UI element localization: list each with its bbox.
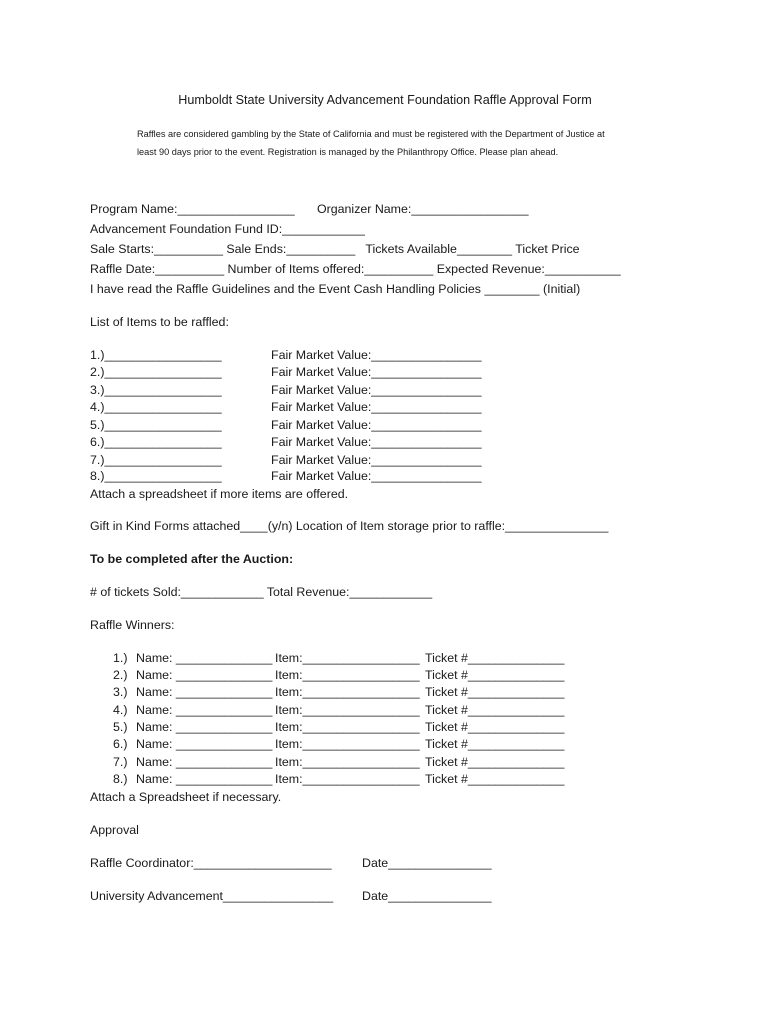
winner-name-field[interactable]: Name: ______________ xyxy=(136,703,273,717)
program-name-field[interactable]: Program Name:_________________ xyxy=(90,202,295,216)
winner-ticket-field[interactable]: Ticket #______________ xyxy=(425,755,565,769)
winner-number: 1.) xyxy=(113,651,128,665)
approval-heading: Approval xyxy=(90,823,139,837)
winner-name-field[interactable]: Name: ______________ xyxy=(136,668,273,682)
winner-number: 5.) xyxy=(113,720,128,734)
winner-number: 3.) xyxy=(113,685,128,699)
fair-market-value-field[interactable]: Fair Market Value:________________ xyxy=(271,469,482,483)
winner-item-field[interactable]: Item:_________________ xyxy=(275,737,420,751)
item-field[interactable]: 5.)_________________ xyxy=(90,418,222,432)
fair-market-value-field[interactable]: Fair Market Value:________________ xyxy=(271,365,482,379)
winners-attach-note: Attach a Spreadsheet if necessary. xyxy=(90,790,282,804)
winner-ticket-field[interactable]: Ticket #______________ xyxy=(425,685,565,699)
winner-item-field[interactable]: Item:_________________ xyxy=(275,651,420,665)
advancement-date-field[interactable]: Date_______________ xyxy=(362,889,492,903)
winner-name-field[interactable]: Name: ______________ xyxy=(136,651,273,665)
notice-line-1: Raffles are considered gambling by the State of California and must be registered with the Department of Justice at xyxy=(137,129,605,139)
winner-item-field[interactable]: Item:_________________ xyxy=(275,685,420,699)
tickets-sold-line[interactable]: # of tickets Sold:____________ Total Revenue:____________ xyxy=(90,585,433,599)
winner-ticket-field[interactable]: Ticket #______________ xyxy=(425,737,565,751)
winner-number: 6.) xyxy=(113,737,128,751)
winner-ticket-field[interactable]: Ticket #______________ xyxy=(425,668,565,682)
item-field[interactable]: 4.)_________________ xyxy=(90,400,222,414)
winner-item-field[interactable]: Item:_________________ xyxy=(275,755,420,769)
winner-number: 2.) xyxy=(113,668,128,682)
item-field[interactable]: 1.)_________________ xyxy=(90,348,222,362)
winner-number: 4.) xyxy=(113,703,128,717)
winner-ticket-field[interactable]: Ticket #______________ xyxy=(425,772,565,786)
winner-item-field[interactable]: Item:_________________ xyxy=(275,703,420,717)
notice-line-2: least 90 days prior to the event. Registration is managed by the Philanthropy Office. Please plan ahead. xyxy=(137,147,559,157)
item-field[interactable]: 2.)_________________ xyxy=(90,365,222,379)
item-field[interactable]: 3.)_________________ xyxy=(90,383,222,397)
winner-item-field[interactable]: Item:_________________ xyxy=(275,720,420,734)
item-field[interactable]: 8.)_________________ xyxy=(90,469,222,483)
items-heading: List of Items to be raffled: xyxy=(90,315,229,329)
guidelines-initial-line[interactable]: I have read the Raffle Guidelines and the Event Cash Handling Policies ________ (Initial) xyxy=(90,282,581,296)
winner-name-field[interactable]: Name: ______________ xyxy=(136,737,273,751)
raffle-winners-heading: Raffle Winners: xyxy=(90,618,175,632)
raffle-coordinator-signature[interactable]: Raffle Coordinator:____________________ xyxy=(90,856,332,870)
winner-item-field[interactable]: Item:_________________ xyxy=(275,772,420,786)
winner-name-field[interactable]: Name: ______________ xyxy=(136,772,273,786)
sale-dates-line[interactable]: Sale Starts:__________ Sale Ends:__________ Tickets Available________ Ticket Price xyxy=(90,242,580,256)
fair-market-value-field[interactable]: Fair Market Value:________________ xyxy=(271,348,482,362)
fair-market-value-field[interactable]: Fair Market Value:________________ xyxy=(271,383,482,397)
items-attach-note: Attach a spreadsheet if more items are offered. xyxy=(90,487,349,501)
fair-market-value-field[interactable]: Fair Market Value:________________ xyxy=(271,418,482,432)
fair-market-value-field[interactable]: Fair Market Value:________________ xyxy=(271,400,482,414)
fair-market-value-field[interactable]: Fair Market Value:________________ xyxy=(271,453,482,467)
organizer-name-field[interactable]: Organizer Name:_________________ xyxy=(317,202,529,216)
item-field[interactable]: 6.)_________________ xyxy=(90,435,222,449)
gift-in-kind-line[interactable]: Gift in Kind Forms attached____(y/n) Location of Item storage prior to raffle:_______________ xyxy=(90,519,609,533)
raffle-date-line[interactable]: Raffle Date:__________ Number of Items offered:__________ Expected Revenue:___________ xyxy=(90,262,621,276)
item-field[interactable]: 7.)_________________ xyxy=(90,453,222,467)
fund-id-field[interactable]: Advancement Foundation Fund ID:____________ xyxy=(90,222,365,236)
winner-number: 7.) xyxy=(113,755,128,769)
winner-ticket-field[interactable]: Ticket #______________ xyxy=(425,703,565,717)
winner-ticket-field[interactable]: Ticket #______________ xyxy=(425,720,565,734)
winner-name-field[interactable]: Name: ______________ xyxy=(136,755,273,769)
coordinator-date-field[interactable]: Date_______________ xyxy=(362,856,492,870)
winner-ticket-field[interactable]: Ticket #______________ xyxy=(425,651,565,665)
winner-name-field[interactable]: Name: ______________ xyxy=(136,685,273,699)
winner-item-field[interactable]: Item:_________________ xyxy=(275,668,420,682)
winner-number: 8.) xyxy=(113,772,128,786)
fair-market-value-field[interactable]: Fair Market Value:________________ xyxy=(271,435,482,449)
registration-notice xyxy=(137,125,677,161)
after-auction-heading: To be completed after the Auction: xyxy=(90,552,294,566)
winner-name-field[interactable]: Name: ______________ xyxy=(136,720,273,734)
form-title: Humboldt State University Advancement Foundation Raffle Approval Form xyxy=(178,93,592,107)
university-advancement-signature[interactable]: University Advancement________________ xyxy=(90,889,334,903)
